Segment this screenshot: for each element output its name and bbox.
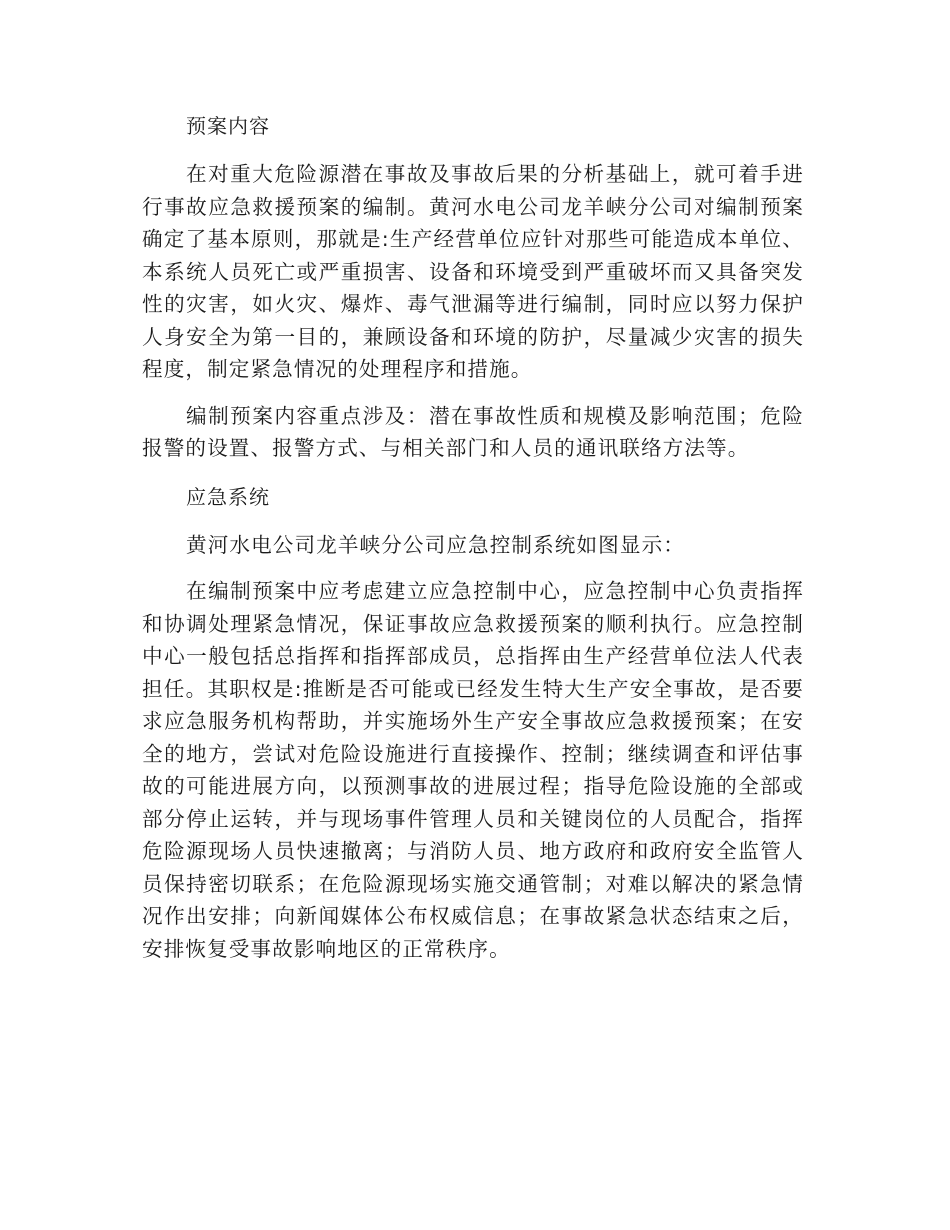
spacer: [142, 561, 804, 575]
paragraph-plan-basis: 在对重大危险源潜在事故及事故后果的分析基础上，就可着手进行事故应急救援预案的编制。黄河水电公司龙羊峡分公司对编制预案确定了基本原则，那就是:生产经营单位应针对那些可能造成本单位、本系统人员死亡或严重损害、设备和环境受到严重破坏而又具备突发性的灾害，如火灾、爆炸、毒气泄漏等进行编制，同时应以努力保护人身安全为第一目的，兼顾设备和环境的防护，尽量减少灾害的损失程度，制定紧急情况的处理程序和措施。: [142, 162, 804, 381]
paragraph-control-center: 在编制预案中应考虑建立应急控制中心，应急控制中心负责指挥和协调处理紧急情况，保证事故应急救援预案的顺利执行。应急控制中心一般包括总指挥和指挥部成员，总指挥由生产经营单位法人代表担任。其职权是:推断是否可能或已经发生特大生产安全事故，是否要求应急服务机构帮助，并实施场外生产安全事故应急救援预案；在安全的地方，尝试对危险设施进行直接操作、控制；继续调查和评估事故的可能进展方向，以预测事故的进展过程；指导危险设施的全部或部分停止运转，并与现场事件管理人员和关键岗位的人员配合，指挥危险源现场人员快速撤离；与消防人员、地方政府和政府安全监管人员保持密切联系；在危险源现场实施交通管制；对难以解决的紧急情况作出安排；向新闻媒体公布权威信息；在事故紧急状态结束之后，安排恢复受事故影响地区的正常秩序。: [142, 579, 804, 961]
heading-emergency-system: 应急系统: [186, 484, 270, 509]
paragraph-plan-content: 编制预案内容重点涉及：潜在事故性质和规模及影响范围；危险报警的设置、报警方式、与相关部门和人员的通讯联络方法等。: [142, 403, 804, 460]
spacer: [142, 465, 804, 477]
spacer: [142, 386, 804, 400]
heading-plan-content: 预案内容: [186, 114, 270, 138]
spacer: [142, 517, 804, 529]
spacer: [142, 146, 804, 158]
document-page: [142, 106, 804, 965]
paragraph-system-intro: 黄河水电公司龙羊峡分公司应急控制系统如图显示：: [186, 532, 685, 557]
